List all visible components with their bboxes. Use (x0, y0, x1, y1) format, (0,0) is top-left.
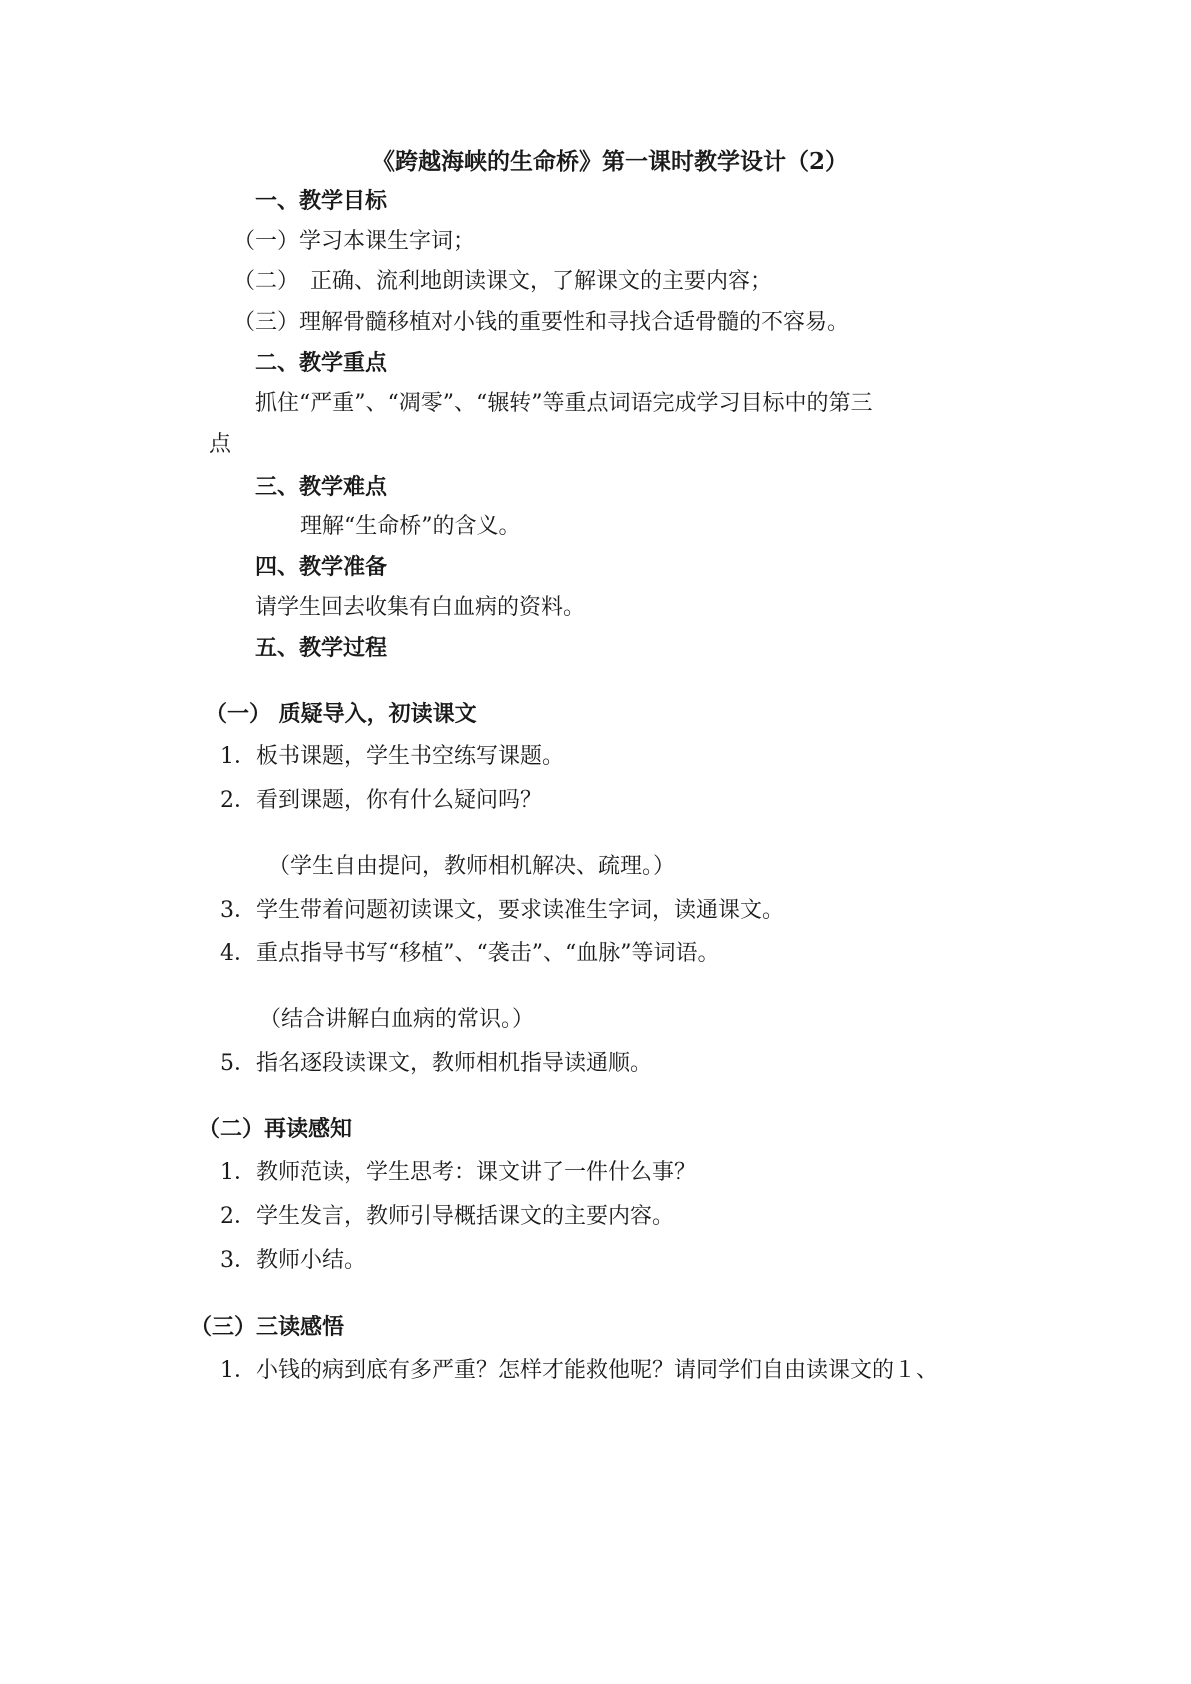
part-two-step: 3．教师小结。 (220, 1248, 366, 1273)
preparation-text: 请学生回去收集有白血病的资料。 (255, 595, 586, 620)
part-two-heading: （二）再读感知 (198, 1116, 353, 1142)
part-three-heading: （三）三读感悟 (190, 1314, 345, 1340)
key-points-text-continued: 点 (209, 432, 232, 457)
part-one-step: 2．看到课题，你有什么疑问吗？ (220, 788, 542, 813)
document-title: 《跨越海峡的生命桥》第一课时教学设计（2） (372, 148, 849, 175)
goal-item: （一）学习本课生字词； (233, 229, 476, 254)
part-one-note: （结合讲解白血病的常识。） (259, 1007, 535, 1032)
part-one-step: 1．板书课题，学生书空练写课题。 (220, 744, 564, 769)
part-one-note: （学生自由提问，教师相机解决、疏理。） (268, 854, 676, 879)
part-one-heading: （一） 质疑导入，初读课文 (205, 701, 477, 727)
part-two-step: 1．教师范读，学生思考：课文讲了一件什么事？ (220, 1160, 696, 1185)
preparation-heading: 四、教学准备 (255, 554, 388, 580)
key-points-heading: 二、教学重点 (255, 350, 388, 376)
difficulties-text: 理解“生命桥”的含义。 (300, 514, 521, 539)
goal-item: （三）理解骨髓移植对小钱的重要性和寻找合适骨髓的不容易。 (233, 310, 850, 335)
goals-heading: 一、教学目标 (255, 188, 388, 214)
part-two-step: 2．学生发言，教师引导概括课文的主要内容。 (220, 1204, 674, 1229)
part-one-step: 3．学生带着问题初读课文，要求读准生字词，读通课文。 (220, 898, 784, 923)
part-one-step: 5．指名逐段读课文，教师相机指导读通顺。 (220, 1051, 652, 1076)
part-one-step: 4．重点指导书写“移植”、“袭击”、“血脉”等词语。 (220, 941, 720, 966)
goal-item: （二） 正确、流利地朗读课文，了解课文的主要内容； (233, 269, 773, 294)
part-three-step: 1．小钱的病到底有多严重？怎样才能救他呢？请同学们自由读课文的１、 (220, 1358, 938, 1383)
difficulties-heading: 三、教学难点 (255, 474, 388, 500)
key-points-text: 抓住“严重”、“凋零”、“辗转”等重点词语完成学习目标中的第三 (255, 391, 873, 416)
process-heading: 五、教学过程 (255, 635, 388, 661)
